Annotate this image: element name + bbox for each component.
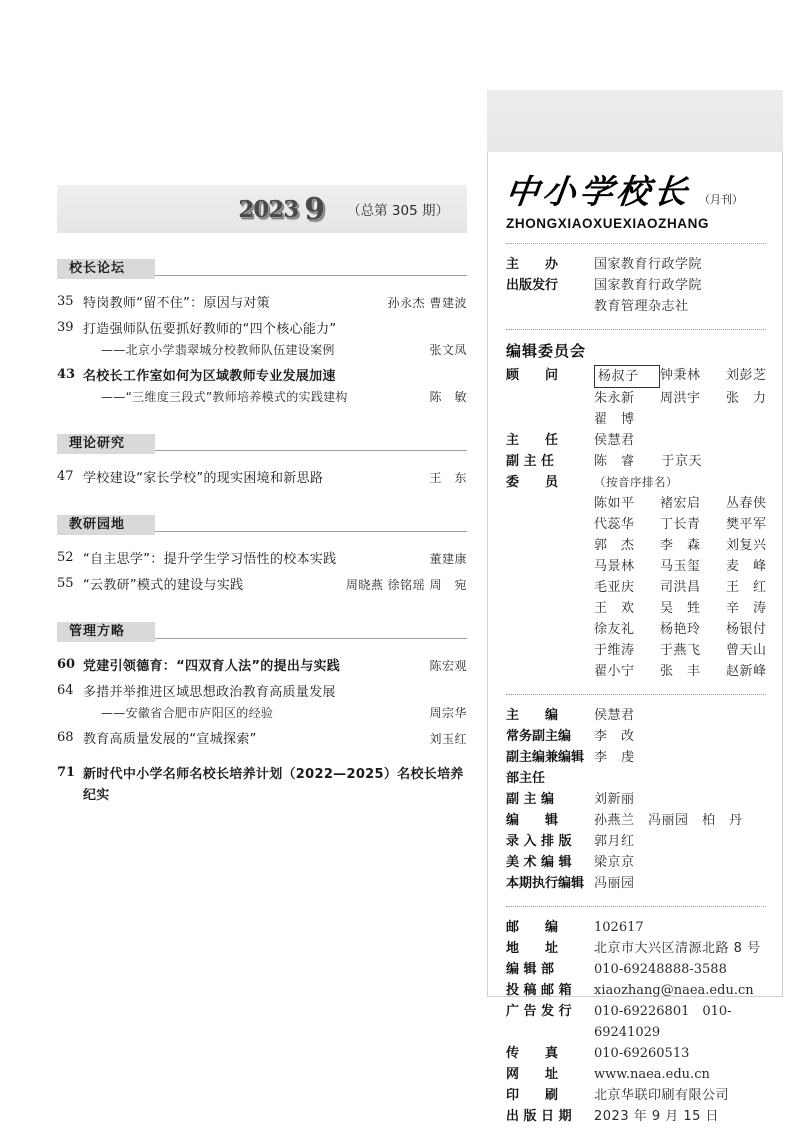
committee-names <box>594 640 792 661</box>
table-of-contents <box>57 185 467 811</box>
committee-member-name: 代蕊华 <box>594 517 635 532</box>
entry-page-number: 55 <box>57 576 74 591</box>
contact-label: 地 址 <box>506 941 559 956</box>
entry-body <box>83 682 467 724</box>
committee-member-name: 曾天山 <box>726 643 767 658</box>
staff-role-label: 本期执行编辑 <box>506 876 585 891</box>
toc-entry[interactable] <box>57 293 467 314</box>
staff-role-label: 常务副主编 <box>506 729 572 744</box>
divider-1 <box>506 243 766 244</box>
committee-role-label: 副 主 任 <box>506 454 555 469</box>
committee-role-label <box>506 388 594 409</box>
entry-body <box>83 319 467 361</box>
info-row <box>506 1085 766 1106</box>
entry-body <box>83 468 467 489</box>
committee-row <box>506 409 766 430</box>
section-header <box>57 259 467 279</box>
committee-names <box>594 493 792 514</box>
committee-role-label: 顾 问 <box>506 368 559 383</box>
committee-member-name: 钟秉林 <box>660 368 701 383</box>
staff-name: 郭月红 <box>594 834 635 849</box>
section-title: 教研园地 <box>57 515 155 535</box>
toc-entry[interactable] <box>57 468 467 489</box>
committee-names <box>594 598 792 619</box>
info-row <box>506 852 766 873</box>
entry-subtitle-line <box>83 387 467 408</box>
committee-row <box>506 598 766 619</box>
entry-title-line <box>83 366 467 387</box>
contact-value: 010-69248888-3588 <box>594 962 727 977</box>
toc-entry[interactable] <box>57 366 467 408</box>
entry-title: “自主思学”：提升学生学习悟性的校本实践 <box>83 552 337 567</box>
entry-page-number: 52 <box>57 550 74 565</box>
committee-role-label <box>506 535 594 556</box>
issue-year: 2023 <box>238 195 299 223</box>
info-row <box>506 747 766 789</box>
staff-name: 梁京京 <box>594 855 635 870</box>
toc-entry[interactable] <box>57 656 467 677</box>
entry-authors: 张文凤 <box>429 343 467 357</box>
committee-role-label <box>506 577 594 598</box>
committee-row <box>506 493 766 514</box>
contact-label: 邮 编 <box>506 920 559 935</box>
entry-title-line <box>83 468 467 489</box>
committee-member-name: 麦 峰 <box>726 559 767 574</box>
editorial-committee-block <box>506 365 766 682</box>
contact-label: 传 真 <box>506 1046 559 1061</box>
entry-title: 新时代中小学名师名校长培养计划（2022—2025）名校长培养纪实 <box>83 767 464 803</box>
entry-authors: 周晓燕 徐铭瑶 周 宛 <box>345 578 467 592</box>
info-row <box>506 1106 766 1127</box>
committee-role-label <box>506 409 594 430</box>
entry-authors: 孙永杰 曹建波 <box>387 296 467 310</box>
committee-names <box>594 365 792 388</box>
contact-label: 投 稿 邮 箱 <box>506 983 572 998</box>
deceased-name-box: 杨叔子 <box>594 365 660 388</box>
staff-role-label: 录 入 排 版 <box>506 834 572 849</box>
info-row <box>506 254 766 275</box>
contact-value: 北京华联印刷有限公司 <box>594 1088 730 1103</box>
committee-names <box>594 388 792 409</box>
info-row <box>506 1043 766 1064</box>
contact-value: 2023 年 9 月 15 日 <box>594 1109 720 1124</box>
entry-page-number: 71 <box>57 765 76 780</box>
committee-member-name: 马玉玺 <box>660 559 701 574</box>
contact-value: 102617 <box>594 920 644 935</box>
entry-title: 党建引领德育：“四双育人法”的提出与实践 <box>83 659 341 674</box>
staff-role-label: 主 编 <box>506 708 559 723</box>
committee-member-name: 于维涛 <box>594 643 635 658</box>
committee-names <box>594 661 792 682</box>
entry-page-number: 64 <box>57 683 74 698</box>
info-row <box>506 959 766 980</box>
staff-role-label: 编 辑 <box>506 813 559 828</box>
staff-name: 李 改 <box>594 729 635 744</box>
info-row <box>506 789 766 810</box>
entry-title-line <box>83 319 467 340</box>
entry-title-line <box>83 549 467 570</box>
toc-entry[interactable] <box>57 549 467 570</box>
entry-title: “云教研”模式的建设与实践 <box>83 578 244 593</box>
entry-subtitle-line <box>83 340 467 361</box>
committee-role-label <box>506 493 594 514</box>
committee-member-name: 王 红 <box>726 580 767 595</box>
committee-member-name: 刘复兴 <box>726 538 767 553</box>
toc-entry[interactable] <box>57 575 467 596</box>
committee-row <box>506 365 766 388</box>
entry-title: 教育高质量发展的“宣城探索” <box>83 732 257 747</box>
divider-4 <box>506 906 766 907</box>
committee-member-name: 于燕飞 <box>660 643 701 658</box>
contact-label: 广 告 发 行 <box>506 1004 572 1019</box>
committee-member-name: 翟小宁 <box>594 664 635 679</box>
publisher-label: 主 办 <box>506 257 559 272</box>
entry-subtitle: ——北京小学翡翠城分校教师队伍建设案例 <box>101 343 335 357</box>
entry-title-line <box>83 729 467 750</box>
committee-member-name: 王 欢 <box>594 601 635 616</box>
entry-page-number: 47 <box>57 469 74 484</box>
entry-body <box>83 729 467 750</box>
committee-name-empty <box>726 409 792 430</box>
info-row <box>506 296 766 317</box>
info-row <box>506 275 766 296</box>
committee-names <box>594 556 792 577</box>
section-rule <box>155 275 467 276</box>
entry-page-number: 60 <box>57 657 76 672</box>
committee-role-label <box>506 619 594 640</box>
info-row <box>506 705 766 726</box>
masthead-panel <box>487 152 783 1124</box>
committee-member-name: 丁长青 <box>660 517 701 532</box>
committee-member-name: 杨艳玲 <box>660 622 701 637</box>
toc-section <box>57 622 467 806</box>
committee-row <box>506 472 766 493</box>
contact-value: xiaozhang@naea.edu.cn <box>594 983 754 998</box>
contact-label: 网 址 <box>506 1067 559 1082</box>
entry-authors: 陈 敏 <box>429 390 467 404</box>
toc-section <box>57 515 467 596</box>
entry-title-line <box>83 656 467 677</box>
journal-logo <box>503 166 766 213</box>
committee-role-label <box>506 556 594 577</box>
committee-name-empty <box>660 409 726 430</box>
issue-month: 9 <box>304 191 326 227</box>
entry-page-number: 35 <box>57 294 74 309</box>
committee-member-name: 李 森 <box>660 538 701 553</box>
entry-title: 打造强师队伍要抓好教师的“四个核心能力” <box>83 322 337 337</box>
entry-title-line <box>83 764 467 806</box>
committee-row <box>506 640 766 661</box>
committee-row <box>506 388 766 409</box>
committee-member-name: 丛春侠 <box>726 496 767 511</box>
committee-row <box>506 514 766 535</box>
contact-label: 编 辑 部 <box>506 962 555 977</box>
committee-names <box>594 619 792 640</box>
staff-name: 孙燕兰 冯丽园 柏 丹 <box>594 813 743 828</box>
staff-name: 李 虔 <box>594 750 635 765</box>
contact-value: www.naea.edu.cn <box>594 1067 710 1082</box>
contact-value: 北京市大兴区清源北路 8 号 <box>594 941 761 956</box>
committee-member-name: 侯慧君 <box>594 433 635 448</box>
staff-name: 冯丽园 <box>594 876 635 891</box>
section-header <box>57 515 467 535</box>
committee-row <box>506 556 766 577</box>
entry-page-number: 43 <box>57 367 76 382</box>
publisher-info <box>506 254 766 317</box>
section-rule <box>155 531 467 532</box>
issue-serial-number: （总第 305 期） <box>347 203 449 219</box>
section-rule <box>155 450 467 451</box>
committee-member-name: 陈 睿 于京天 <box>594 454 703 469</box>
toc-sections <box>57 259 467 806</box>
entry-subtitle-line <box>83 703 467 724</box>
entry-body <box>83 549 467 570</box>
committee-member-name <box>594 365 660 388</box>
editorial-committee-title: 编辑委员会 <box>506 342 587 360</box>
journal-title-pinyin: ZHONGXIAOXUEXIAOZHANG <box>506 216 710 231</box>
entry-authors: 董建康 <box>429 552 467 566</box>
divider-3 <box>506 694 766 695</box>
publisher-label: 出版发行 <box>506 278 559 293</box>
committee-member-name: 杨银付 <box>726 622 767 637</box>
entry-authors: 王 东 <box>429 471 467 485</box>
contact-value: 010-69226801 010-69241029 <box>594 1004 732 1040</box>
contact-label: 印 刷 <box>506 1088 559 1103</box>
info-row <box>506 1064 766 1085</box>
entry-title: 名校长工作室如何为区域教师专业发展加速 <box>83 369 336 384</box>
info-row <box>506 831 766 852</box>
entry-body <box>83 293 467 314</box>
entry-title-line <box>83 575 467 596</box>
contact-value: 010-69260513 <box>594 1046 690 1061</box>
info-row <box>506 810 766 831</box>
toc-section <box>57 434 467 489</box>
committee-member-name: 朱永新 <box>594 391 635 406</box>
toc-entry[interactable] <box>57 682 467 724</box>
contact-info <box>506 917 766 1127</box>
info-row <box>506 1001 766 1043</box>
entry-title-line <box>83 293 467 314</box>
committee-row <box>506 661 766 682</box>
entry-page-number: 68 <box>57 730 74 745</box>
committee-member-name: 吴 甡 <box>660 601 701 616</box>
info-row <box>506 917 766 938</box>
entry-authors: 周宗华 <box>429 706 467 720</box>
committee-role-label <box>506 661 594 682</box>
issue-banner <box>57 185 467 233</box>
editorial-staff <box>506 705 766 894</box>
section-header <box>57 622 467 642</box>
committee-names <box>594 535 792 556</box>
committee-row <box>506 619 766 640</box>
committee-member-name: 樊平军 <box>726 517 767 532</box>
staff-role-label: 副 主 编 <box>506 792 555 807</box>
committee-member-name: 张 力 <box>726 391 767 406</box>
committee-member-name: 翟 博 <box>594 412 635 427</box>
toc-section <box>57 259 467 408</box>
committee-member-name: 辛 涛 <box>726 601 767 616</box>
committee-member-name: 郭 杰 <box>594 538 635 553</box>
staff-role-label: 副主编兼编辑部主任 <box>506 750 585 786</box>
committee-names <box>594 514 792 535</box>
info-row <box>506 980 766 1001</box>
publisher-value: 教育管理杂志社 <box>594 299 689 314</box>
entry-body <box>83 575 467 596</box>
section-title: 管理方略 <box>57 622 155 642</box>
toc-entry[interactable] <box>57 764 467 806</box>
committee-member-name: 徐友礼 <box>594 622 635 637</box>
publisher-value: 国家教育行政学院 <box>594 278 703 293</box>
info-row <box>506 873 766 894</box>
committee-member-name: 赵新峰 <box>726 664 767 679</box>
committee-names <box>594 577 792 598</box>
committee-names <box>594 409 792 430</box>
section-rule <box>155 638 467 639</box>
entry-authors: 刘玉红 <box>429 732 467 746</box>
committee-member-name: 周洪宇 <box>660 391 701 406</box>
committee-role-label <box>506 514 594 535</box>
info-row <box>506 938 766 959</box>
staff-name: 侯慧君 <box>594 708 635 723</box>
publication-frequency: （月刊） <box>699 193 743 206</box>
section-title: 校长论坛 <box>57 259 155 279</box>
entry-title: 学校建设“家长学校”的现实困境和新思路 <box>83 471 324 486</box>
journal-title-cn: 中小学校长 <box>503 172 694 211</box>
committee-member-name: 司洪昌 <box>660 580 701 595</box>
committee-role-label <box>506 640 594 661</box>
committee-role-label: 委 员 <box>506 475 559 490</box>
info-row <box>506 726 766 747</box>
committee-role-label <box>506 598 594 619</box>
info-row <box>506 451 766 472</box>
committee-row <box>506 535 766 556</box>
section-header <box>57 434 467 454</box>
entry-subtitle: ——安徽省合肥市庐阳区的经验 <box>101 706 274 720</box>
contact-label: 出 版 日 期 <box>506 1109 572 1124</box>
committee-member-name: 张 丰 <box>660 664 701 679</box>
divider-2 <box>506 329 766 330</box>
publisher-value: 国家教育行政学院 <box>594 257 703 272</box>
info-row <box>506 430 766 451</box>
entry-title: 特岗教师“留不住”：原因与对策 <box>83 296 270 311</box>
committee-member-name: 陈如平 <box>594 496 635 511</box>
entry-body <box>83 764 467 806</box>
entry-subtitle: ——“三维度三段式”教师培养模式的实践建构 <box>101 390 348 404</box>
publisher-label <box>506 296 594 317</box>
toc-entry[interactable] <box>57 729 467 750</box>
staff-role-label: 美 术 编 辑 <box>506 855 572 870</box>
toc-entry[interactable] <box>57 319 467 361</box>
committee-order-note: （按音序排名） <box>594 475 678 489</box>
committee-member-name: 毛亚庆 <box>594 580 635 595</box>
entry-body <box>83 366 467 408</box>
committee-role-label: 主 任 <box>506 433 559 448</box>
entry-body <box>83 656 467 677</box>
staff-name: 刘新丽 <box>594 792 635 807</box>
entry-title-line <box>83 682 467 703</box>
committee-member-name: 马景林 <box>594 559 635 574</box>
masthead-top-band <box>487 90 783 152</box>
entry-page-number: 39 <box>57 320 74 335</box>
committee-row <box>506 577 766 598</box>
entry-authors: 陈宏观 <box>429 659 467 673</box>
entry-title: 多措并举推进区域思想政治教育高质量发展 <box>83 685 336 700</box>
committee-member-name: 刘彭芝 <box>726 368 767 383</box>
committee-member-name: 褚宏启 <box>660 496 701 511</box>
section-title: 理论研究 <box>57 434 155 454</box>
